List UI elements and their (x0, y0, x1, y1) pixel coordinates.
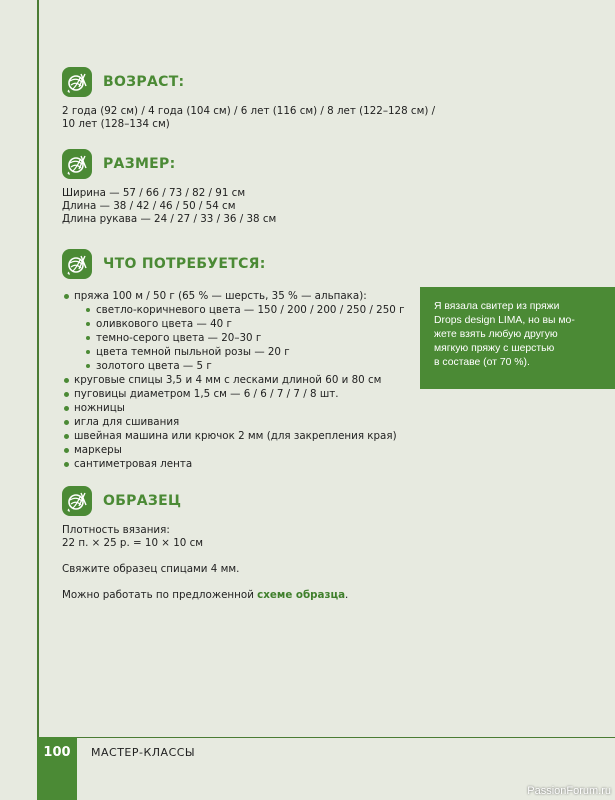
size-width: Ширина — 57 / 66 / 73 / 82 / 91 см (62, 187, 246, 199)
left-margin-rule (37, 0, 39, 738)
gauge-scheme-note (62, 589, 442, 602)
list-item: оливкового цвета — 40 г (85, 317, 422, 331)
note-line: в составе (от 70 %). (434, 357, 530, 368)
gauge-text (62, 524, 442, 602)
age-text (62, 105, 462, 131)
size-sleeve: Длина рукава — 24 / 27 / 33 / 36 / 38 см (62, 213, 277, 225)
section-needs-title: ЧТО ПОТРЕБУЕТСЯ: (103, 256, 266, 272)
list-item: цвета темной пыльной розы — 20 г (85, 345, 422, 359)
size-text (62, 187, 442, 226)
list-item: игла для сшивания (62, 415, 422, 429)
yarn-ball-icon (62, 149, 92, 179)
list-item: светло-коричневого цвета — 150 / 200 / 200 / 250 / 250 г (85, 303, 422, 317)
page-number: 100 (37, 737, 77, 800)
size-length: Длина — 38 / 42 / 46 / 50 / 54 см (62, 200, 236, 212)
yarn-ball-icon (62, 486, 92, 516)
yarn-ball-icon (62, 67, 92, 97)
materials-list (62, 289, 422, 471)
gauge-scheme-prefix: Можно работать по предложенной (62, 589, 258, 601)
section-needs (62, 249, 422, 471)
list-item: темно-серого цвета — 20–30 г (85, 331, 422, 345)
section-gauge-header (62, 486, 442, 516)
section-size (62, 149, 442, 226)
note-line: Drops design LIMA, но вы мо- (434, 315, 575, 326)
section-size-header (62, 149, 442, 179)
list-item: пуговицы диаметром 1,5 см — 6 / 6 / 7 / 7 / 8 шт. (62, 387, 422, 401)
yarn-ball-icon (62, 249, 92, 279)
section-gauge (62, 486, 442, 602)
section-age-header (62, 67, 442, 97)
section-needs-header (62, 249, 422, 279)
yarn-colors-list (74, 303, 422, 373)
sidebar-note (420, 287, 615, 389)
age-line: 2 года (92 см) / 4 года (104 см) / 6 лет (116 см) / 8 лет (122–128 см) / (62, 105, 436, 117)
footer-rule (37, 737, 615, 738)
section-size-title: РАЗМЕР: (103, 156, 176, 172)
list-item (62, 289, 422, 373)
list-item: ножницы (62, 401, 422, 415)
note-line: жете взять любую другую (434, 329, 558, 340)
section-age (62, 67, 442, 131)
gauge-density-value: 22 п. × 25 р. = 10 × 10 см (62, 537, 203, 549)
scheme-link[interactable]: схеме образца (257, 589, 346, 601)
gauge-scheme-suffix: . (345, 589, 349, 601)
yarn-item: пряжа 100 м / 50 г (65 % — шерсть, 35 % — альпака): (74, 290, 367, 302)
list-item: золотого цвета — 5 г (85, 359, 422, 373)
list-item: маркеры (62, 443, 422, 457)
section-age-title: ВОЗРАСТ: (103, 74, 185, 90)
note-line: Я вязала свитер из пряжи (434, 301, 560, 312)
watermark: PassionForum.ru (527, 785, 611, 797)
age-line: 10 лет (128–134 см) (62, 118, 170, 130)
section-gauge-title: ОБРАЗЕЦ (103, 493, 182, 509)
gauge-instruction: Свяжите образец спицами 4 мм. (62, 563, 240, 575)
running-head: МАСТЕР-КЛАССЫ (91, 746, 196, 759)
gauge-density-label: Плотность вязания: (62, 524, 170, 536)
list-item: сантиметровая лента (62, 457, 422, 471)
list-item: круговые спицы 3,5 и 4 мм с лесками длиной 60 и 80 см (62, 373, 422, 387)
note-line: мягкую пряжу с шерстью (434, 343, 555, 354)
list-item: швейная машина или крючок 2 мм (для закрепления края) (62, 429, 422, 443)
